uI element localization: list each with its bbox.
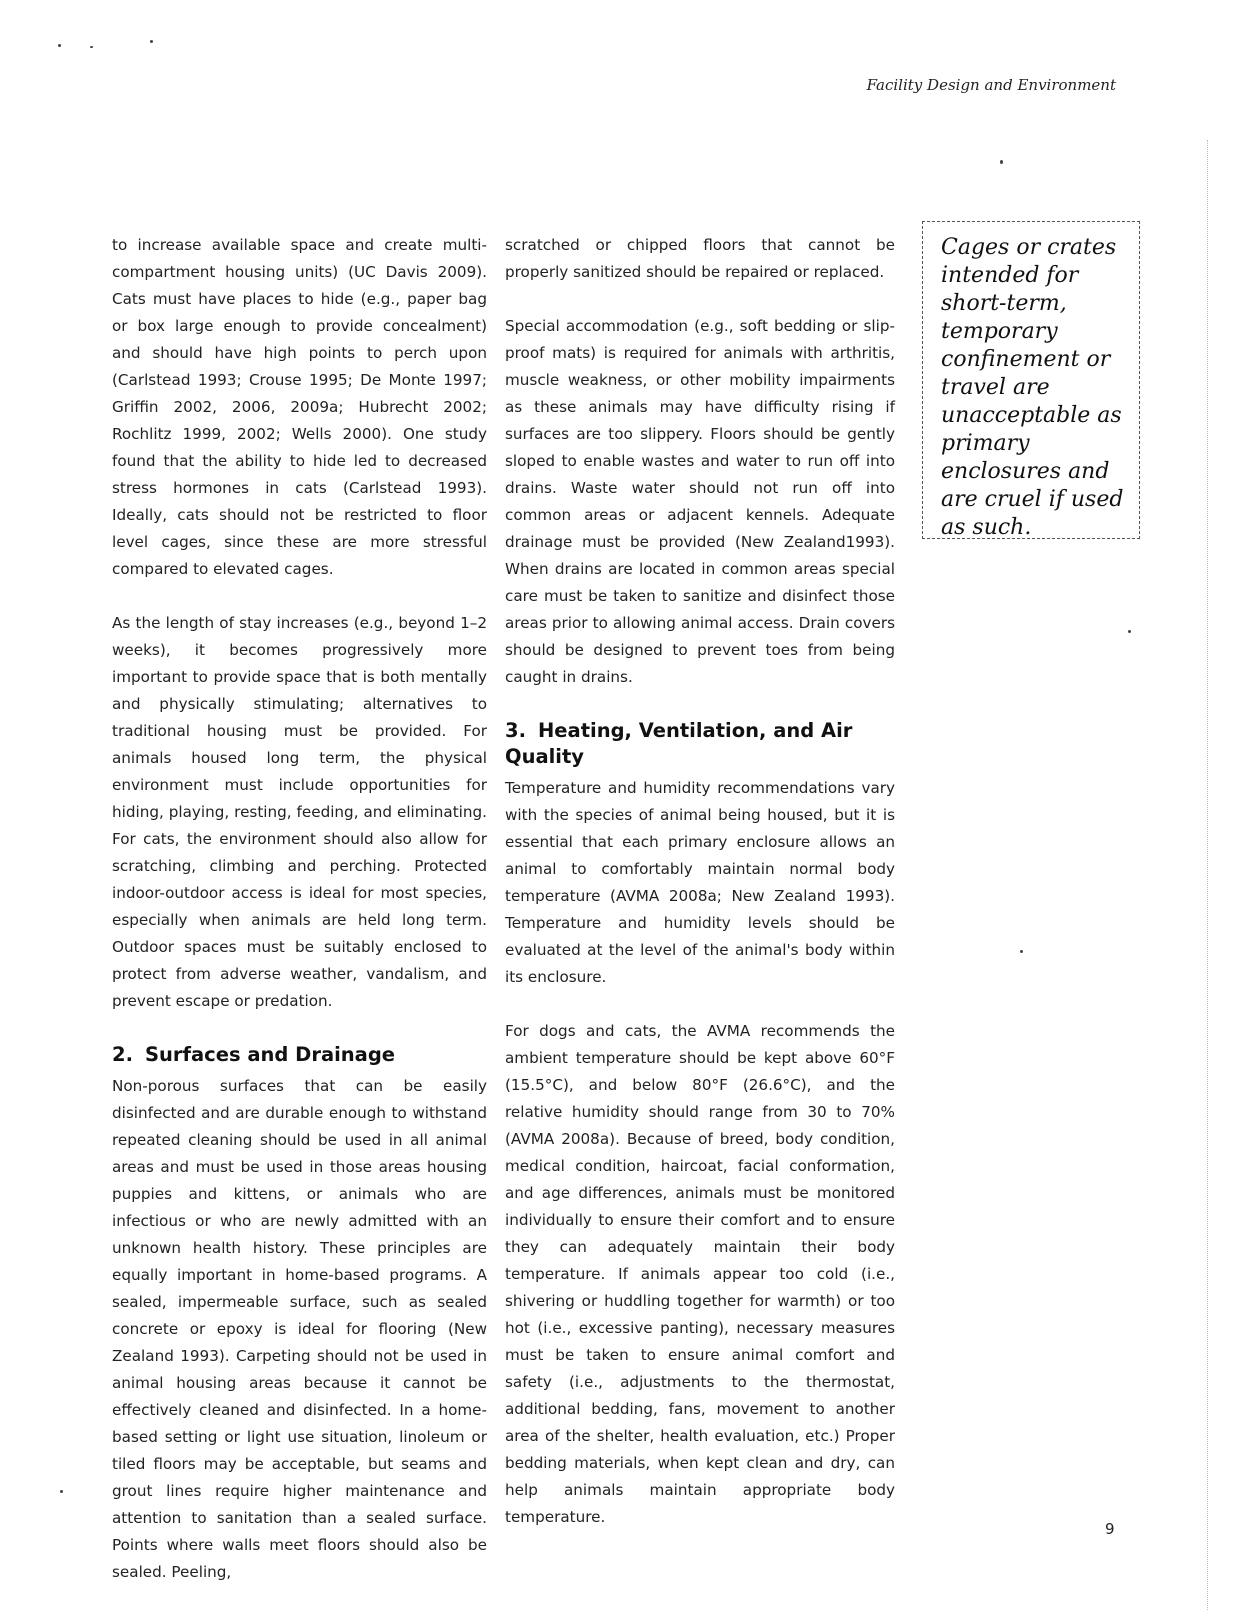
scan-speck xyxy=(150,40,153,43)
scan-speck xyxy=(58,44,61,47)
body-paragraph: Non-porous surfaces that can be easily disinfected and are durable enough to withstand repeated cleaning should be used in all animal areas and must be used in those areas housing puppies and kittens, or animals who are infectious or who are newly admitted with an unknown health history. These principles are equally important in home-based programs. A sealed, impermeable surface, such as sealed concrete or epoxy is ideal for flooring (New Zealand 1993). Carpeting should not be used in animal housing areas because it cannot be effectively cleaned and disinfected. In a home-based setting or light use situation, linoleum or tiled floors may be acceptable, but seams and grout lines require higher maintenance and attention to sanitation than a sealed surface. Points where walls meet floors should also be sealed. Peeling, xyxy=(112,1077,487,1581)
running-header: Facility Design and Environment xyxy=(866,76,1116,94)
scan-speck xyxy=(90,46,93,48)
scan-speck xyxy=(1000,160,1003,164)
scan-speck xyxy=(60,1490,63,1493)
scan-speck xyxy=(1128,630,1131,633)
body-paragraph: For dogs and cats, the AVMA recommends the ambient temperature should be kept above 60°F (15.5°C), and below 80°F (26.6°C), and the relative humidity should range from 30 to 70% (AVMA 2008a). Because of breed, body condition, medical condition, haircoat, facial conformation, and age differences, animals must be monitored individually to ensure their comfort and to ensure they can adequately maintain their body temperature. If animals appear too cold (i.e., shivering or huddling together for warmth) or too hot (i.e., excessive panting), necessary measures must be taken to ensure animal comfort and safety (i.e., adjustments to the thermostat, additional bedding, fans, movement to another area of the shelter, health evaluation, etc.) Proper bedding materials, when kept clean and dry, can help animals maintain appropriate body temperature. xyxy=(505,1022,895,1526)
callout-box xyxy=(922,221,1140,539)
section-heading-surfaces xyxy=(112,1042,487,1068)
body-paragraph: Temperature and humidity recommendations vary with the species of animal being housed, but it is essential that each primary enclosure allows an animal to comfortably maintain normal body temperature (AVMA 2008a; New Zealand 1993). Temperature and humidity levels should be evaluated at the level of the animal's body within its enclosure. xyxy=(505,779,895,986)
page-number: 9 xyxy=(1105,1520,1115,1538)
section-number: 3. xyxy=(505,719,526,742)
body-paragraph: As the length of stay increases (e.g., beyond 1–2 weeks), it becomes progressively more important to provide space that is both mentally and physically stimulating; alternatives to traditional housing must be provided. For animals housed long term, the physical environment must include opportunities for hiding, playing, resting, feeding, and eliminating. For cats, the environment should also allow for scratching, climbing and perching. Protected indoor-outdoor access is ideal for most species, especially when animals are held long term. Outdoor spaces must be suitably enclosed to protect from adverse weather, vandalism, and prevent escape or predation. xyxy=(112,614,487,1010)
scan-speck xyxy=(1020,950,1023,953)
callout-text: Cages or crates intended for short-term, temporary confinement or travel are unacceptable as primary enclosures and are cruel if used as such. xyxy=(941,235,1124,540)
body-paragraph: scratched or chipped floors that cannot be properly sanitized should be repaired or replaced. xyxy=(505,236,895,281)
body-paragraph: Special accommodation (e.g., soft bedding or slip-proof mats) is required for animals with arthritis, muscle weakness, or other mobility impairments as these animals may have difficulty rising if surfaces are too slippery. Floors should be gently sloped to enable wastes and water to run off into drains. Waste water should not run off into common areas or adjacent kennels. Adequate drainage must be provided (New Zealand1993). When drains are located in common areas special care must be taken to sanitize and disinfect those areas prior to allowing animal access. Drain covers should be designed to prevent toes from being caught in drains. xyxy=(505,317,895,686)
section-title: Heating, Ventilation, and Air Quality xyxy=(505,719,853,768)
body-paragraph: to increase available space and create multi-compartment housing units) (UC Davis 2009). Cats must have places to hide (e.g., paper bag or box large enough to provide concealment) and should have high points to perch upon (Carlstead 1993; Crouse 1995; De Monte 1997; Griffin 2002, 2006, 2009a; Hubrecht 2002; Rochlitz 1999, 2002; Wells 2000). One study found that the ability to hide led to decreased stress hormones in cats (Carlstead 1993). Ideally, cats should not be restricted to floor level cages, since these are more stressful compared to elevated cages. xyxy=(112,236,487,578)
section-number: 2. xyxy=(112,1043,133,1066)
section-heading-heating xyxy=(505,718,895,770)
scan-edge-line xyxy=(1207,140,1208,1610)
section-title: Surfaces and Drainage xyxy=(144,1043,396,1066)
column-middle xyxy=(505,232,895,1531)
column-left xyxy=(112,232,487,1586)
